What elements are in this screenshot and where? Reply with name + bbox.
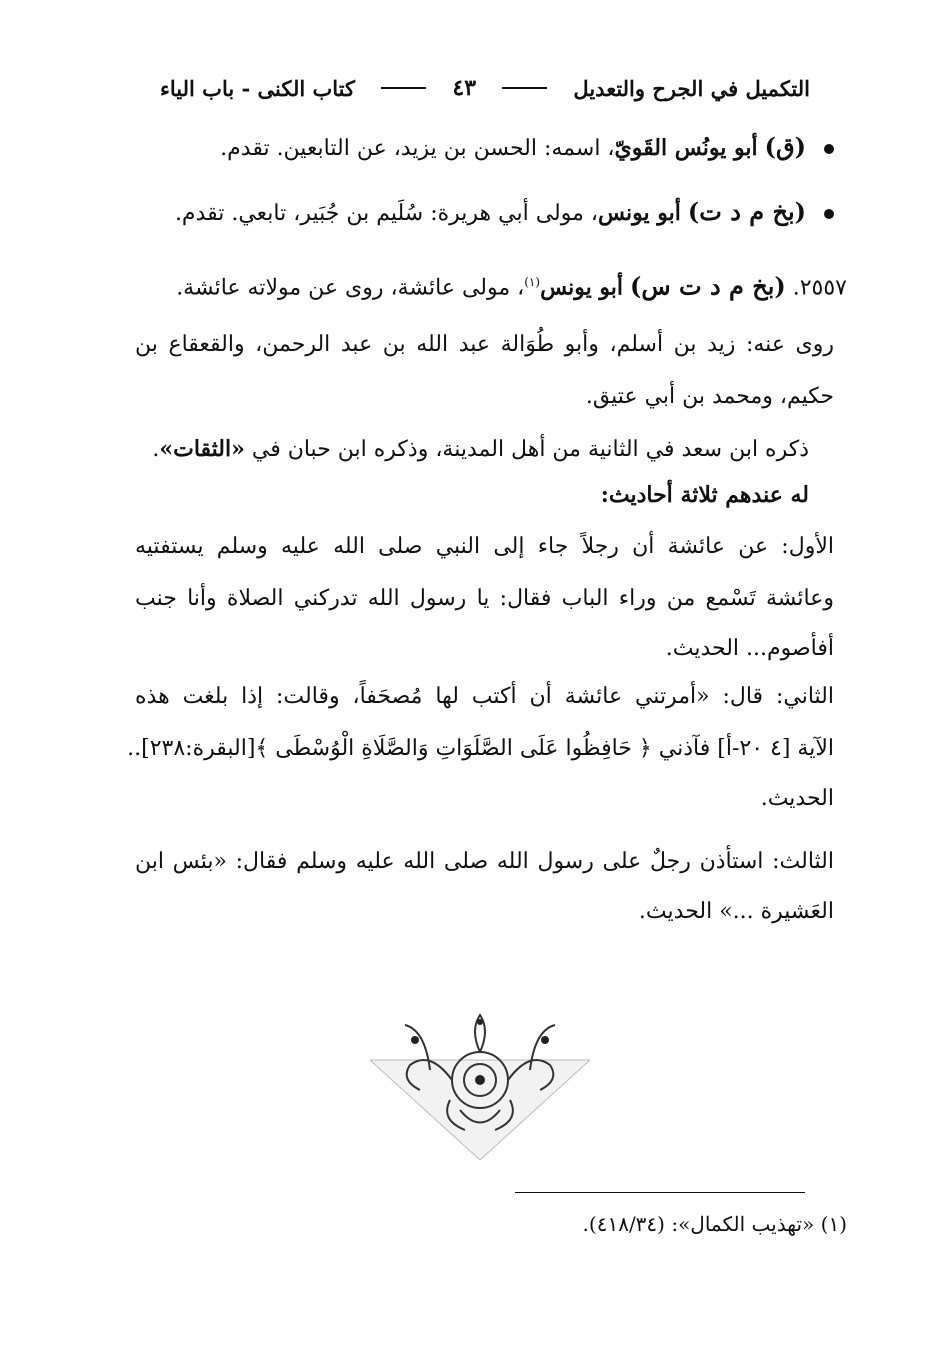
narrators-line-2: حكيم، ومحمد بن أبي عتيق. xyxy=(585,384,834,409)
header-left-title: كتاب الكنى - باب الياء xyxy=(160,75,356,101)
narrators-line-1: روى عنه: زيد بن أسلم، وأبو طُوَالة عبد الله بن عبد الرحمن، والقعقاع بن xyxy=(135,332,834,357)
mention-text: ذكره ابن سعد في الثانية من أهل المدينة، وذكره ابن حبان في xyxy=(244,437,809,462)
entry-code: (بخ م د ت س) xyxy=(629,271,786,301)
header-dash-right xyxy=(502,87,547,89)
hadith-2-line-2: الآية [٤ ٢٠-أ] فآذني ﴿ حَافِظُوا عَلَى الصَّلَوَاتِ وَالصَّلَاةِ الْوُسْطَى ﴾[البقرة:٢٣٨].. xyxy=(127,736,834,761)
hadith-2-line-1: الثاني: قال: «أمرتني عائشة أن أكتب لها مُصحَفاً، وقالت: إذا بلغت هذه xyxy=(135,684,834,709)
bullet-icon xyxy=(824,144,834,154)
bullet-icon xyxy=(824,209,834,219)
entry-name: أبو يونُس القَويّ xyxy=(614,135,758,161)
main-entry xyxy=(135,265,847,305)
bullet-entry-1 xyxy=(135,130,834,166)
entry-code: (ق) xyxy=(764,132,806,161)
header-right-title: التكميل في الجرح والتعديل xyxy=(573,75,810,101)
hadith-3-line-1: الثالث: استأذن رجلٌ على رسول الله صلى الله عليه وسلم فقال: «بئس ابن xyxy=(135,849,834,874)
entry-name: أبو يونس xyxy=(597,200,681,226)
page-number: ٤٣ xyxy=(452,75,477,101)
footnote-divider xyxy=(515,1192,805,1193)
header-dash-left xyxy=(381,87,426,89)
running-header xyxy=(160,68,810,108)
hadith-3-line-2: العَشيرة ...» الحديث. xyxy=(638,899,834,924)
mention-line xyxy=(135,432,809,467)
ornament-icon xyxy=(370,1010,590,1160)
entry-text: ، اسمه: الحسن بن يزيد، عن التابعين. تقدم. xyxy=(220,136,615,161)
entry-name: أبو يونس xyxy=(540,274,623,301)
footnote: (١) «تهذيب الكمال»: (٤١٨/٣٤). xyxy=(582,1212,847,1236)
entry-code: (بخ م د ت) xyxy=(687,197,806,226)
hadith-2-line-3: الحديث. xyxy=(760,786,834,811)
entry-number: ٢٥٥٧. xyxy=(792,275,847,301)
hadith-1-line-3: أفأصوم... الحديث. xyxy=(665,636,834,661)
book-title: «الثقات» xyxy=(159,436,245,462)
hadith-count: له عندهم ثلاثة أحاديث: xyxy=(600,482,809,508)
bullet-entry-2 xyxy=(135,195,834,231)
entry-text: ، مولى أبي هريرة: سُلَيم بن جُبَير، تابعي. تقدم. xyxy=(174,201,598,226)
mention-end: . xyxy=(152,437,160,462)
footnote-ref: (١) xyxy=(524,275,541,289)
hadith-1-line-1: الأول: عن عائشة أن رجلاً جاء إلى النبي صلى الله عليه وسلم يستفتيه xyxy=(135,534,834,559)
hadith-1-line-2: وعائشة تَسْمع من وراء الباب فقال: يا رسول الله تدركني الصلاة وأنا جنب xyxy=(135,586,834,611)
entry-text: ، مولى عائشة، روى عن مولاته عائشة. xyxy=(176,275,525,301)
